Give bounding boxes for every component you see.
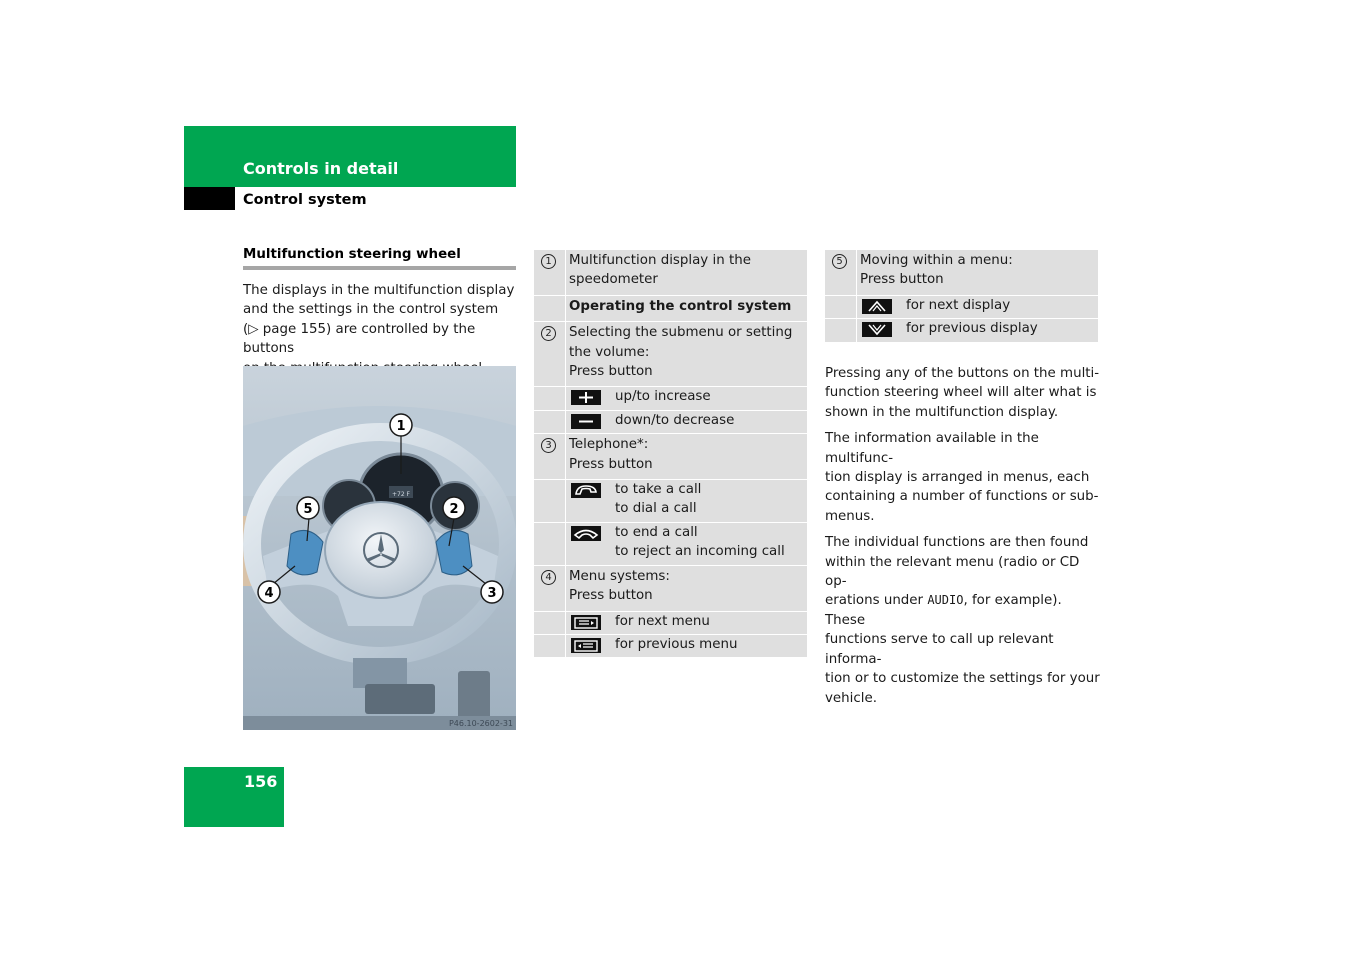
line [825,591,1100,630]
down-arrow-key-icon [862,322,892,337]
row-text: Press button [569,456,653,472]
callout-1: 1 [396,419,406,434]
line: containing a number of functions or sub- [825,489,1099,505]
item-number: 4 [541,570,556,585]
row-text: Press button [569,588,653,604]
paragraph [825,533,1100,708]
menu-navigation-table [825,250,1098,342]
phone-hangup-key-icon [571,526,601,541]
line: tion or to customize the settings for your [825,671,1100,687]
next-menu-key-icon [571,615,601,630]
row-text: to reject an incoming call [615,544,785,560]
page-number: 156 [244,772,278,791]
text-run: , for example). These [825,593,1062,628]
row-text: for previous display [906,321,1038,337]
previous-menu-key-icon [571,638,601,653]
row-text: for previous menu [615,636,738,652]
row-text: to dial a call [615,501,697,517]
table-row [825,296,1098,319]
row-text: to end a call [615,524,698,540]
row-text: speedometer [569,272,658,288]
row-text: for next menu [615,613,710,629]
table-row [825,250,1098,296]
table-row [534,612,807,635]
row-text: Moving within a menu: [860,253,1013,268]
table-row [534,434,807,480]
callout-4: 4 [264,586,274,601]
table-row [534,480,807,523]
row-text: Menu systems: [569,568,670,584]
row-text: to take a call [615,482,702,498]
line: The individual functions are then found [825,535,1089,551]
chapter-title: Controls in detail [243,159,399,178]
item-number: 3 [541,438,556,453]
row-text: Press button [860,272,944,288]
intro-paragraph [243,281,523,378]
text-run: erations under [825,593,928,609]
phone-pickup-key-icon [571,483,601,498]
row-text: for next display [906,297,1011,313]
callout-5: 5 [303,502,313,517]
table-row [534,250,807,296]
line: within the relevant menu (radio or CD op- [825,554,1080,590]
right-column-text [825,364,1100,715]
row-text: Selecting the submenu or setting [569,325,793,341]
table-row [534,411,807,434]
up-arrow-key-icon [862,299,892,314]
section-title: Control system [243,192,367,208]
line: menus. [825,508,875,524]
gauge-readout: +72 F [391,491,411,498]
paragraph [825,429,1100,526]
row-text: Press button [569,364,653,380]
item-number: 2 [541,326,556,341]
table-row [825,319,1098,341]
row-text: up/to increase [615,389,711,405]
table-row [534,296,807,322]
section-marker [184,187,235,210]
table-row [534,322,807,387]
row-text: the volume: [569,344,650,360]
intro-line: The displays in the multifunction display [243,283,515,298]
audio-code: AUDIO [927,593,964,608]
item-number: 5 [832,254,847,269]
minus-key-icon [571,414,601,429]
intro-line: (▷ page 155) are controlled by the buttons [243,321,476,357]
table-subheading: Operating the control system [569,298,792,314]
line: tion display is arranged in menus, each [825,470,1090,486]
table-row [534,523,807,566]
row-text: Multifunction display in the [569,253,751,268]
table-row [534,387,807,410]
steering-wheel-figure [243,366,516,730]
callout-3: 3 [487,586,497,601]
row-text: Telephone*: [569,437,649,453]
intro-line: and the settings in the control system [243,302,499,318]
table-row [534,635,807,657]
line: function steering wheel will alter what is [825,385,1097,401]
figure-code: P46.10-2602-31 [448,719,513,728]
table-row [534,566,807,612]
callout-2: 2 [449,502,459,517]
row-text: down/to decrease [615,412,735,428]
line: shown in the multifunction display. [825,404,1059,420]
line: functions serve to call up relevant informa- [825,632,1054,667]
line: Pressing any of the buttons on the multi- [825,366,1100,381]
subsection-heading: Multifunction steering wheel [243,247,461,262]
heading-rule [243,266,516,270]
line: The information available in the multifunc- [825,431,1039,466]
controls-table [534,250,807,657]
line: vehicle. [825,690,877,706]
plus-key-icon [571,390,601,405]
item-number: 1 [541,254,556,269]
paragraph [825,364,1100,422]
steering-wheel-illustration [243,366,516,730]
